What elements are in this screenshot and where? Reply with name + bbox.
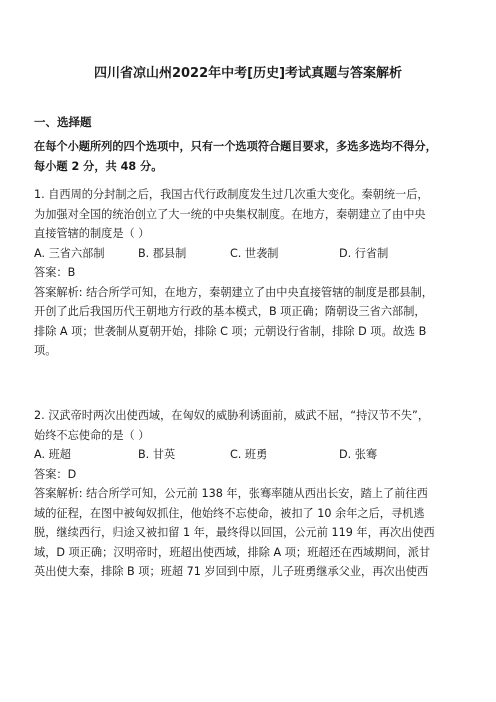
option-d: D. 张骞 — [339, 448, 378, 461]
analysis-line: 脱，继续西行，归途又被扣留 1 年，最终得以回国，公元前 119 年，再次出使西 — [34, 526, 435, 539]
question-stem-line: 直接管辖的制度是（ ） — [34, 227, 150, 240]
question-stem-line: 2. 汉武帝时两次出使西域，在匈奴的威胁利诱面前，威武不屈，“持汉节不失”， — [34, 409, 430, 422]
section-heading: 一、选择题 — [34, 115, 92, 129]
option-c: C. 班勇 — [230, 448, 268, 461]
option-d: D. 行省制 — [339, 246, 389, 260]
question-2 — [34, 406, 466, 582]
question-1 — [34, 185, 466, 361]
question-stem-line: 始终不忘使命的是（ ） — [34, 428, 150, 442]
option-b: B. 郡县制 — [138, 246, 187, 260]
document-title: 四川省凉山州2022年中考[历史]考试真题与答案解析 — [93, 66, 403, 81]
option-a: A. 班超 — [34, 448, 71, 461]
option-a: A. 三省六部制 — [34, 246, 105, 260]
analysis-line: 英出使大秦，排除 B 项；班超 71 岁回到中原，儿子班勇继承父业，再次出使西 — [34, 565, 429, 578]
analysis-line: 项。 — [34, 344, 57, 357]
options-row — [34, 445, 466, 465]
option-b: B. 甘英 — [138, 448, 176, 461]
instruction-line: 在每个小题所列的四个选项中，只有一个选项符合题目要求，多选多选均不得分， — [34, 140, 437, 153]
option-c: C. 世袭制 — [230, 246, 279, 260]
question-stem-line: 为加强对全国的统治创立了大一统的中央集权制度。在地方，秦朝建立了由中央 — [34, 207, 426, 221]
options-row — [34, 244, 466, 264]
analysis-line: 域，D 项正确；汉明帝时，班超出使西域，排除 A 项；班超还在西域期间，派甘 — [34, 545, 431, 559]
analysis-line: 排除 A 项；世袭制从夏朝开始，排除 C 项；元朝设行省制，排除 D 项。故选 B — [34, 324, 427, 338]
analysis-line: 域的征程，在图中被匈奴抓住，他始终不忘使命，被扣了 10 余年之后，寻机逃 — [34, 506, 425, 520]
answer-line: 答案：D — [34, 467, 77, 481]
instruction-line: 每小题 2 分，共 48 分。 — [34, 159, 163, 173]
question-stem-line: 1. 自西周的分封制之后，我国古代行政制度发生过几次重大变化。秦朝统一后， — [34, 188, 429, 201]
answer-line: 答案：B — [34, 266, 76, 279]
analysis-line: 开创了此后我国历代王朝地方行政的基本模式，B 项正确；隋朝设三省六部制， — [34, 305, 426, 318]
instructions — [34, 137, 466, 176]
analysis-line: 答案解析: 结合所学可知，在地方，秦朝建立了由中央直接管辖的制度是郡县制， — [34, 285, 433, 299]
analysis-line: 答案解析: 结合所学可知，公元前 138 年，张骞率随从西出长安，踏上了前往西 — [34, 487, 428, 500]
